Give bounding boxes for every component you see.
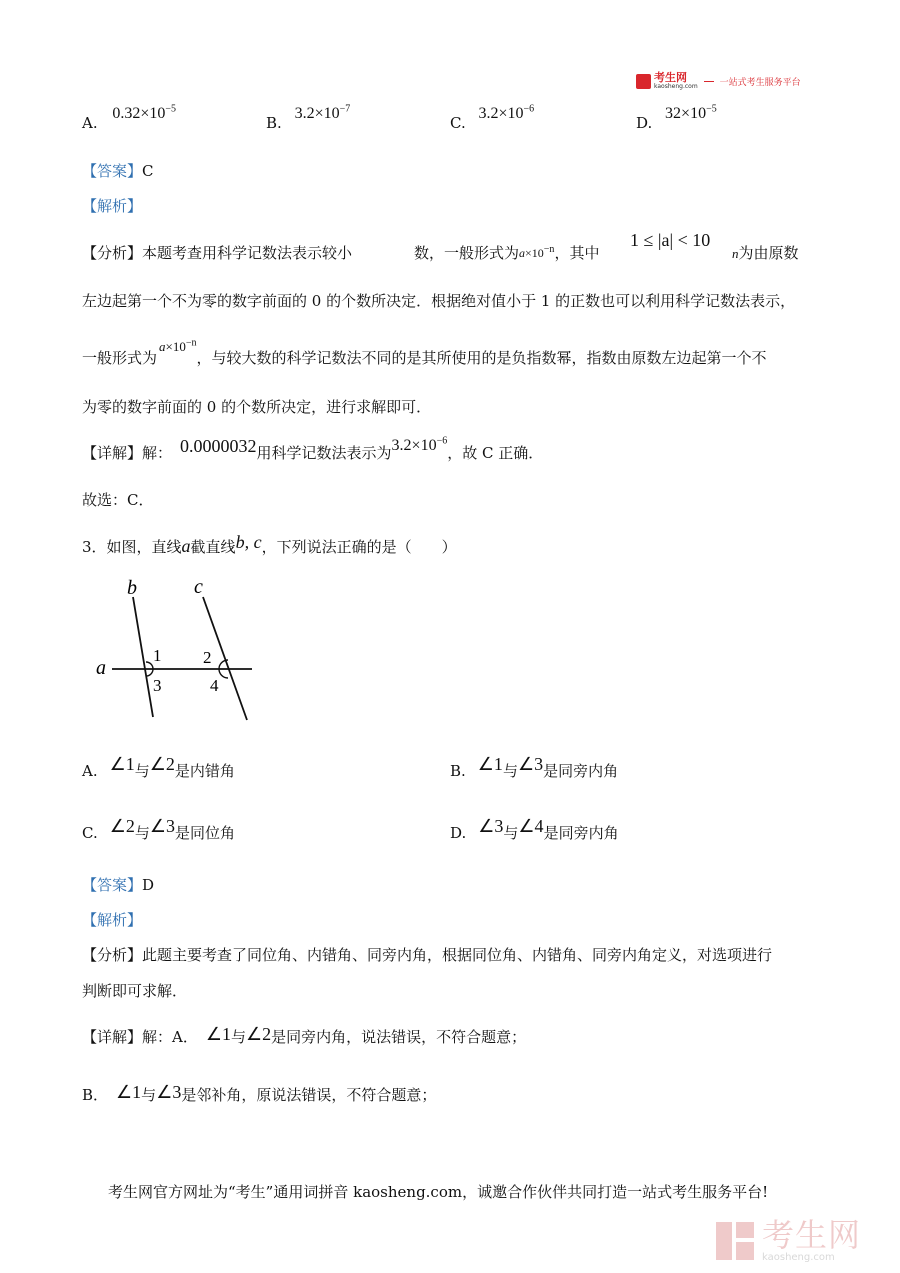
q3-fenxi-tag: 【分析】 <box>82 946 143 964</box>
q3-xj-b-pre: B． <box>82 1086 109 1104</box>
q3-fenxi-line-2: 判断即可求解． <box>82 982 188 1000</box>
label-4: 4 <box>210 676 219 695</box>
label-1: 1 <box>153 646 162 665</box>
q2-form-exp: −n <box>543 244 555 255</box>
q2-option-c-base: 3.2×10 <box>478 105 524 122</box>
q3-xiangjie-b <box>82 1084 436 1105</box>
q3-option-c-p2: ∠3 <box>149 816 176 836</box>
line-b <box>133 597 153 717</box>
q2-answer <box>82 160 154 181</box>
kaosheng-logo-icon <box>636 74 651 89</box>
q2-answer-tag: 【答案】 <box>82 162 143 180</box>
q2-result <box>392 437 448 454</box>
watermark-text <box>762 1218 861 1263</box>
q2-form-a: a <box>519 246 526 260</box>
q3-figure <box>95 575 260 725</box>
q2-answer-value: C <box>142 162 154 180</box>
q3-xj-a-tail: 是同旁内角，说法错误，不符合题意； <box>271 1028 527 1046</box>
q3-stem-b: 截直线 <box>190 538 236 556</box>
q2-fenxi-3b: ，与较大数的科学记数法不同的是其所使用的是负指数幂，指数由原数左边起第一个不 <box>196 349 767 367</box>
label-2: 2 <box>203 648 212 667</box>
q3-option-a-conj: 与 <box>134 762 150 780</box>
q2-form-exp-2: −n <box>185 337 197 349</box>
q3-option-d-label: D. <box>450 824 467 842</box>
q2-option-d-value <box>665 105 717 122</box>
q3-xj-b-tail: 是邻补角，原说法错误，不符合题意； <box>181 1086 437 1104</box>
q3-fenxi-1: 此题主要考查了同位角、内错角、同旁内角，根据同位角、内错角、同旁内角定义，对选项进行 <box>142 946 773 964</box>
q3-option-a-tail: 是内错角 <box>174 762 235 780</box>
q2-option-a-base: 0.32×10 <box>112 105 166 122</box>
label-b: b <box>127 577 137 599</box>
label-c: c <box>194 576 203 598</box>
label-3: 3 <box>153 676 162 695</box>
q3-option-a <box>82 754 235 781</box>
q3-option-b-conj: 与 <box>502 762 518 780</box>
logo-text <box>654 72 698 90</box>
q3-option-d-p1: ∠3 <box>478 816 504 836</box>
logo-dash <box>704 81 714 82</box>
q2-option-b-label: B. <box>266 114 282 132</box>
header-logo <box>636 72 801 90</box>
q2-xiangjie-b: 用科学记数法表示为 <box>256 444 392 462</box>
q3-xj-a-pre: 解：A． <box>142 1028 198 1046</box>
q3-option-a-label: A. <box>82 762 98 780</box>
kaosheng-watermark-icon <box>716 1222 754 1260</box>
q3-analysis-tag: 【解析】 <box>82 911 143 929</box>
q2-fenxi-line-1d <box>732 242 799 263</box>
watermark <box>716 1218 861 1263</box>
q2-analysis-tag: 【解析】 <box>82 197 143 215</box>
logo-sub: kaosheng.com <box>654 83 698 90</box>
q2-result-exp: −6 <box>436 435 448 447</box>
q2-option-a-value <box>112 105 176 122</box>
q2-fenxi-1a: 本题考查用科学记数法表示较小 <box>142 244 353 262</box>
q3-xiangjie-a <box>82 1026 526 1047</box>
q2-option-c-exp: −6 <box>523 103 535 115</box>
q2-var-n: n <box>732 246 739 261</box>
label-a: a <box>96 657 106 679</box>
q3-stem-a: 3．如图，直线 <box>82 538 182 556</box>
q2-fenxi-line-4: 为零的数字前面的 0 的个数所决定，进行求解即可． <box>82 398 432 416</box>
q3-option-a-p2: ∠2 <box>149 754 175 774</box>
q2-result-base: 3.2×10 <box>391 437 437 454</box>
q3-fenxi-line-1 <box>82 944 772 965</box>
q3-option-d-conj: 与 <box>503 824 519 842</box>
q3-option-c-tail: 是同位角 <box>175 824 236 842</box>
q2-fenxi-1b: 数，一般形式为 <box>414 244 520 262</box>
q2-form-mid: ×10 <box>525 246 544 260</box>
q2-choose: 故选：C． <box>82 491 154 509</box>
q2-form-a-2: a <box>159 339 166 354</box>
q2-fenxi-1d: 为由原数 <box>738 244 799 262</box>
q3-option-c <box>82 816 236 843</box>
logo-slogan: 一站式考生服务平台 <box>719 77 801 88</box>
q2-form-mid-2: ×10 <box>165 339 186 354</box>
q2-fenxi-tag: 【分析】 <box>82 244 143 262</box>
q3-option-b-p1: ∠1 <box>477 754 503 774</box>
q3-option-c-conj: 与 <box>134 824 150 842</box>
q3-answer <box>82 874 154 895</box>
q2-option-b-exp: −7 <box>339 103 351 115</box>
q2-option-a-label: A. <box>82 114 98 132</box>
q2-option-c-value <box>479 105 535 122</box>
q3-option-d-p2: ∠4 <box>518 816 544 836</box>
q2-xiangjie-c: ，故 C 正确． <box>447 444 544 462</box>
q3-option-c-label: C. <box>82 824 98 842</box>
q2-fenxi-3a: 一般形式为 <box>82 349 158 367</box>
q2-option-b-value <box>295 105 351 122</box>
q3-option-b-tail: 是同旁内角 <box>543 762 619 780</box>
q2-number: 0.0000032 <box>180 436 257 456</box>
q3-xj-b-p1: ∠1 <box>116 1082 142 1102</box>
q2-form-expression <box>519 246 554 260</box>
q3-option-a-p1: ∠1 <box>109 754 135 774</box>
q2-fenxi-line-1 <box>82 242 352 263</box>
q3-xj-b-conj: 与 <box>141 1086 157 1104</box>
q2-xiangjie-a: 解： <box>142 444 173 462</box>
footer-text: 考生网官方网址为“考生”通用词拼音 kaosheng.com，诚邀合作伙伴共同打造一站式考生服务平台! <box>108 1183 769 1201</box>
q3-option-b <box>450 754 619 781</box>
q3-var-a: a <box>181 536 191 556</box>
q2-fenxi-line-1b <box>414 242 599 263</box>
q3-var-bc: b, c <box>235 532 262 552</box>
q2-fenxi-line-3 <box>82 337 767 368</box>
q2-option-d-exp: −5 <box>706 103 717 115</box>
q3-option-d-tail: 是同旁内角 <box>543 824 619 842</box>
q3-option-c-p1: ∠2 <box>109 816 135 836</box>
q2-xiangjie-tag: 【详解】 <box>82 444 143 462</box>
q3-stem-c: ，下列说法正确的是（ ） <box>261 538 457 556</box>
logo-name: 考生网 <box>654 71 687 84</box>
q2-inequality: 1 ≤ |a| < 10 <box>630 230 711 250</box>
q3-xj-tag: 【详解】 <box>82 1028 143 1046</box>
q2-option-c-label: C. <box>450 114 466 132</box>
q3-option-b-p2: ∠3 <box>517 754 544 774</box>
q3-xj-a-p1: ∠1 <box>205 1024 231 1044</box>
q2-form-expression-2 <box>159 339 196 354</box>
q3-xj-a-p2: ∠2 <box>246 1024 272 1044</box>
q2-option-d-base: 32×10 <box>665 105 707 122</box>
q2-option-a-exp: −5 <box>165 103 177 115</box>
q3-answer-value: D <box>142 876 155 894</box>
q2-fenxi-1c: ，其中 <box>554 244 600 262</box>
watermark-sub: kaosheng.com <box>762 1252 835 1263</box>
q3-stem <box>82 532 457 557</box>
watermark-name: 考生网 <box>762 1216 862 1254</box>
q3-option-b-label: B. <box>450 762 466 780</box>
q3-xj-b-p2: ∠3 <box>156 1082 182 1102</box>
q2-option-d-label: D. <box>636 114 653 132</box>
q3-answer-tag: 【答案】 <box>82 876 143 894</box>
q3-option-d <box>450 816 619 843</box>
q2-fenxi-line-2: 左边起第一个不为零的数字前面的 0 的个数所决定．根据绝对值小于 1 的正数也可以利用科学记数法表示， <box>82 292 796 310</box>
q3-xj-a-conj: 与 <box>231 1028 247 1046</box>
q2-xiangjie <box>82 435 544 463</box>
q2-option-b-base: 3.2×10 <box>294 105 340 122</box>
